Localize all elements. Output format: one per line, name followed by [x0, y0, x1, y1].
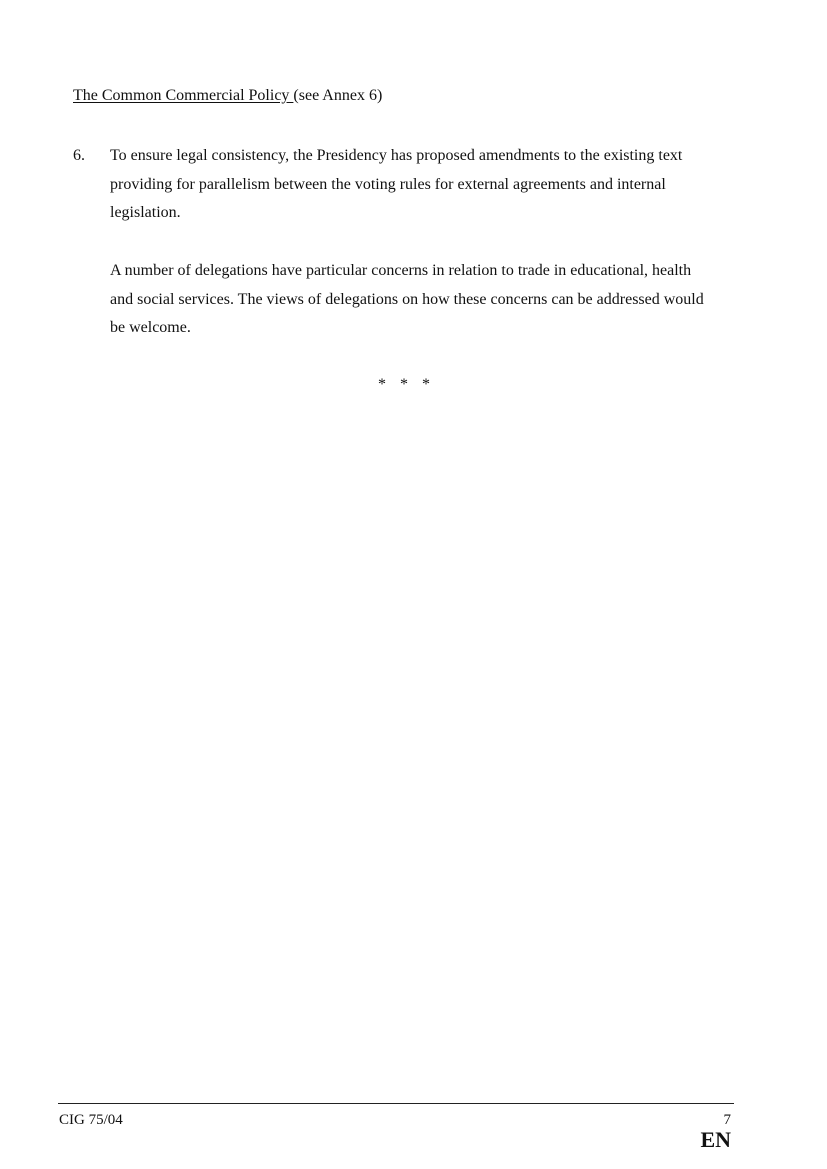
paragraph-second-block — [110, 257, 750, 343]
page-number: 7 — [723, 1112, 731, 1128]
paragraph-number: 6. — [73, 147, 85, 164]
paragraph-line: be welcome. — [110, 319, 191, 337]
section-heading — [73, 86, 382, 106]
section-separator: * * * — [378, 376, 430, 393]
footer-divider — [58, 1103, 734, 1104]
paragraph-first-block — [110, 142, 750, 228]
section-heading-annex-ref: (see Annex 6) — [293, 87, 383, 104]
paragraph-line: legislation. — [110, 204, 181, 222]
paragraph-line: To ensure legal consistency, the Presidency has proposed amendments to the existing text — [110, 147, 683, 164]
language-code: EN — [700, 1127, 731, 1152]
section-heading-title: The Common Commercial Policy — [73, 87, 294, 104]
paragraph-line: providing for parallelism between the voting rules for external agreements and internal — [110, 175, 666, 193]
paragraph-line: A number of delegations have particular concerns in relation to trade in educational, health — [110, 262, 692, 279]
document-reference: CIG 75/04 — [59, 1112, 123, 1128]
paragraph-line: and social services. The views of delegations on how these concerns can be addressed would — [110, 290, 704, 308]
